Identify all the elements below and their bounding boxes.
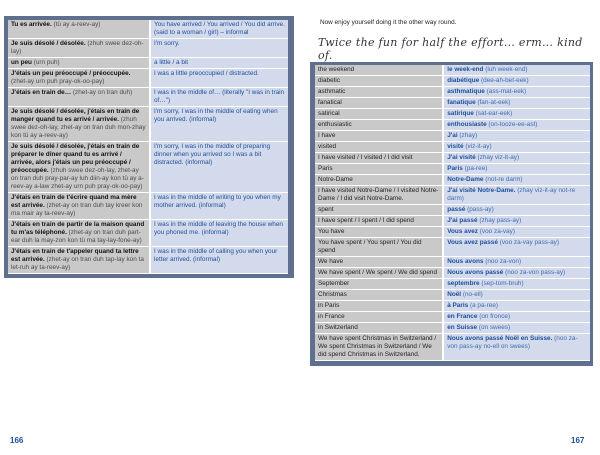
french-cell <box>443 334 590 361</box>
english-cell <box>150 69 288 88</box>
french-translation: J'ai visité <box>447 154 476 161</box>
english-translation: a little / a bit <box>153 59 189 66</box>
pronunciation: (viz-it-ay) <box>465 143 492 150</box>
french-translation: Paris <box>447 165 463 172</box>
table-row <box>315 109 590 120</box>
english-phrase: in France <box>318 313 345 320</box>
pronunciation: (tü ay a-reev-ay) <box>53 21 101 28</box>
table-row <box>315 216 590 227</box>
french-translation: le week-end <box>447 66 484 73</box>
french-translation: J'ai <box>447 132 458 139</box>
english-cell <box>150 220 288 247</box>
table-row <box>315 164 590 175</box>
english-cell <box>150 58 288 69</box>
french-phrase: J'étais en train de t'appeler quand ta lettre est arrivée. <box>11 248 139 263</box>
pronunciation: (zhuh swee dez-oh-lay) <box>11 40 144 55</box>
table-row <box>315 301 590 312</box>
english-translation: I was in the middle of… (literally "I was in train of…") <box>153 89 285 104</box>
english-cell <box>315 216 443 227</box>
french-cell <box>8 220 150 247</box>
english-cell <box>315 98 443 109</box>
english-phrase: Paris <box>318 165 333 172</box>
french-translation: en France <box>447 313 478 320</box>
french-cell <box>443 87 590 98</box>
french-translation: Vous avez <box>447 228 479 235</box>
table-row <box>8 88 288 107</box>
french-cell <box>8 39 150 58</box>
french-translation: Nous avons passé Noël en Suisse. <box>447 335 553 342</box>
french-cell <box>443 164 590 175</box>
pronunciation: (on fronce) <box>479 313 511 320</box>
french-phrase: Je suis désolé / désolée, j'étais en train de préparer le dîner quand tu es arrivé / arrivée, alors j'étais un peu préoccupé / préoccupée. <box>11 143 140 174</box>
pronunciation: (luh week-end) <box>485 66 528 73</box>
pronunciation: (no-ell) <box>462 291 483 298</box>
table-row <box>8 142 288 193</box>
french-cell <box>443 205 590 216</box>
english-cell <box>315 87 443 98</box>
french-translation: Noël <box>447 291 462 298</box>
english-translation: I'm sorry, I was in the middle of preparing dinner when you arrived so I was a bit distracted. (informal) <box>153 143 271 166</box>
french-cell <box>443 290 590 301</box>
french-translation: Nous avons passé <box>447 269 504 276</box>
table-row <box>8 107 288 142</box>
english-cell <box>150 193 288 220</box>
english-phrase: in Switzerland <box>318 324 358 331</box>
pronunciation: (voo za-vay pass-ay) <box>499 239 559 246</box>
english-translation: I was in the middle of calling you when your letter arrived. (informal) <box>153 248 278 263</box>
table-row <box>8 39 288 58</box>
page-number-left: 166 <box>10 436 24 445</box>
section-heading: Twice the fun for half the effort… erm… kind of. <box>318 36 583 62</box>
french-cell <box>8 107 150 142</box>
french-translation: Vous avez passé <box>447 239 498 246</box>
french-phrase: un peu <box>11 59 32 66</box>
english-cell <box>150 20 288 39</box>
pronunciation: (pass-ay) <box>467 206 494 213</box>
pronunciation: (zhet-ay on tran duh tap-lay kon ta let-ruh ay ta-reev-ay) <box>11 256 144 271</box>
table-row <box>315 87 590 98</box>
pronunciation: (fan-at-eek) <box>477 99 511 106</box>
english-phrase: I have visited Notre-Dame / I visited Notre-Dame / I did visit Notre-Dame. <box>318 187 439 202</box>
english-phrase: I have visited / I visited / I did visit <box>318 154 413 161</box>
english-cell <box>315 76 443 87</box>
table-row <box>315 268 590 279</box>
english-phrase: the weekend <box>318 66 355 73</box>
pronunciation: (on-tooze-ee-ast) <box>488 121 538 128</box>
french-translation: enthousiaste <box>447 121 487 128</box>
english-phrase: fanatical <box>318 99 342 106</box>
table-row <box>315 153 590 164</box>
french-cell <box>443 238 590 257</box>
pronunciation: (zhay viz-it-ay not-re darm) <box>447 187 576 202</box>
table-row <box>315 65 590 76</box>
english-phrase: Christmas <box>318 291 347 298</box>
french-phrase: J'étais en train de t'écrire quand ma mère est arrivée. <box>11 194 137 209</box>
table-row <box>8 247 288 274</box>
english-cell <box>150 142 288 193</box>
english-translation: You have arrived / You arrived / You did arrive. (said to a woman / girl) – informal <box>153 21 285 36</box>
pronunciation: (ass-mat-eek) <box>486 88 527 95</box>
table-row <box>315 334 590 361</box>
english-cell <box>150 88 288 107</box>
french-translation: fanatique <box>447 99 476 106</box>
french-cell <box>443 142 590 153</box>
french-phrase: Je suis désolé / désolée, j'étais en train de manger quand tu es arrivé / arrivée. <box>11 108 140 123</box>
french-cell <box>8 247 150 274</box>
pronunciation: (zhet-ay on tran duh) <box>72 89 133 96</box>
french-translation: à Paris <box>447 302 469 309</box>
english-translation: I'm sorry, I was in the middle of eating when you arrived. (informal) <box>153 108 278 123</box>
english-phrase: We have spent Christmas in Switzerland / We spent Christmas in Switzerland / We did spend Christmas in Switzerland. <box>318 335 437 358</box>
english-phrase: You have spent / You spent / You did spend <box>318 239 422 254</box>
french-cell <box>443 257 590 268</box>
english-cell <box>315 323 443 334</box>
english-phrase: You have <box>318 228 345 235</box>
english-cell <box>150 107 288 142</box>
french-cell <box>443 323 590 334</box>
english-phrase: I have spent / I spent / I did spend <box>318 217 414 224</box>
pronunciation: (noo za-von pass-ay no-ell on swees) <box>447 335 578 350</box>
table-row <box>8 69 288 88</box>
french-cell <box>443 175 590 186</box>
vocab-table-left <box>8 20 288 274</box>
table-row <box>315 76 590 87</box>
english-phrase: I have <box>318 132 336 139</box>
pronunciation: (zhet-ay urn puh pray-ok-oo-pay) <box>11 78 105 85</box>
english-phrase: We have spent / We spent / We did spend <box>318 269 438 276</box>
french-cell <box>443 312 590 323</box>
table-row <box>315 175 590 186</box>
table-row <box>315 257 590 268</box>
table-row <box>315 131 590 142</box>
french-cell <box>443 301 590 312</box>
pronunciation: (zhuh swee dez-oh-lay, zhet-ay on tran duh mon-zhay kon tü ay a-reev-ay) <box>11 116 146 139</box>
french-cell <box>443 216 590 227</box>
pronunciation: (noo za-von pass-ay) <box>505 269 566 276</box>
english-phrase: asthmatic <box>318 88 346 95</box>
table-row <box>315 186 590 205</box>
table-row <box>315 98 590 109</box>
french-translation: satirique <box>447 110 474 117</box>
english-translation: I was in the middle of leaving the house when you phoned me. (informal) <box>153 221 283 236</box>
french-translation: diabétique <box>447 77 480 84</box>
table-row <box>315 205 590 216</box>
intro-text: Now enjoy yourself doing it the other way round. <box>320 19 457 26</box>
english-cell <box>315 153 443 164</box>
table-row <box>315 238 590 257</box>
french-phrase: J'étais un peu préoccupé / préoccupée. <box>11 70 131 77</box>
table-row <box>315 312 590 323</box>
table-row <box>315 290 590 301</box>
english-cell <box>315 109 443 120</box>
pronunciation: (zhet-ay on tran duh part-ear duh la may-zon kon tü ma tay-lay-fone-ay) <box>11 229 142 244</box>
pronunciation: (pa-ree) <box>464 165 488 172</box>
french-translation: J'ai visité Notre-Dame. <box>447 187 516 194</box>
french-cell <box>443 268 590 279</box>
french-cell <box>443 76 590 87</box>
english-cell <box>150 39 288 58</box>
english-phrase: in Paris <box>318 302 340 309</box>
english-cell <box>315 65 443 76</box>
french-phrase: Tu es arrivée. <box>11 21 52 28</box>
english-cell <box>315 186 443 205</box>
french-translation: Nous avons <box>447 258 484 265</box>
english-cell <box>315 290 443 301</box>
table-row <box>8 220 288 247</box>
english-phrase: visited <box>318 143 337 150</box>
english-phrase: enthusiastic <box>318 121 352 128</box>
english-phrase: satirical <box>318 110 340 117</box>
french-translation: septembre <box>447 280 480 287</box>
pronunciation: (zhay pass-ay) <box>479 217 522 224</box>
english-cell <box>315 142 443 153</box>
english-phrase: spent <box>318 206 334 213</box>
french-translation: en Suisse <box>447 324 478 331</box>
french-cell <box>443 98 590 109</box>
english-cell <box>315 268 443 279</box>
french-cell <box>443 279 590 290</box>
french-cell <box>8 88 150 107</box>
english-cell <box>315 227 443 238</box>
french-phrase: J'étais en train de… <box>11 89 72 96</box>
table-row <box>315 227 590 238</box>
french-cell <box>443 227 590 238</box>
english-translation: I was a little preoccupied / distracted. <box>153 70 259 77</box>
page-number-right: 167 <box>571 436 585 445</box>
table-row <box>8 58 288 69</box>
vocab-table-right <box>315 65 590 361</box>
english-cell <box>315 131 443 142</box>
table-row <box>315 120 590 131</box>
english-cell <box>315 279 443 290</box>
english-translation: I was in the middle of writing to you when my mother arrived. (informal) <box>153 194 281 209</box>
pronunciation: (not-re darm) <box>485 176 523 183</box>
pronunciation: (voo za-vay) <box>479 228 515 235</box>
english-cell <box>315 334 443 361</box>
english-cell <box>150 247 288 274</box>
french-phrase: Je suis désolé / désolée. <box>11 40 86 47</box>
english-phrase: September <box>318 280 350 287</box>
pronunciation: (zhet-ay on tran duh tay kreer kon ma mair ay ta-reev-ay) <box>11 202 143 217</box>
french-translation: passé <box>447 206 466 213</box>
english-cell <box>315 205 443 216</box>
pronunciation: (a pa-ree) <box>469 302 499 309</box>
pronunciation: (sep-tom-bruh) <box>481 280 524 287</box>
pronunciation: (zhay viz-it-ay) <box>477 154 520 161</box>
french-cell <box>443 65 590 76</box>
french-cell <box>8 69 150 88</box>
table-row <box>315 142 590 153</box>
french-cell <box>443 120 590 131</box>
french-cell <box>8 58 150 69</box>
english-phrase: diabetic <box>318 77 341 84</box>
french-translation: Notre-Dame <box>447 176 484 183</box>
pronunciation: (zhuh swee dez-oh-lay, zhet-ay on tran duh pray-par-ay luh diin-ay kon tü ay a-reev-ay a-law zhet-ay urn puh pray-ok-oo-pay) <box>11 167 144 190</box>
french-cell <box>443 131 590 142</box>
english-cell <box>315 301 443 312</box>
table-row <box>315 279 590 290</box>
french-cell <box>8 142 150 193</box>
french-cell <box>443 186 590 205</box>
pronunciation: (on swees) <box>478 324 511 331</box>
english-cell <box>315 257 443 268</box>
english-cell <box>315 120 443 131</box>
french-translation: visité <box>447 143 464 150</box>
english-cell <box>315 175 443 186</box>
english-cell <box>315 164 443 175</box>
right-page <box>300 0 600 455</box>
table-row <box>8 20 288 39</box>
french-cell <box>8 193 150 220</box>
french-translation: asthmatique <box>447 88 485 95</box>
english-phrase: Notre-Dame <box>318 176 353 183</box>
pronunciation: (noo za-von) <box>485 258 522 265</box>
pronunciation: (sat-ear-eek) <box>475 110 513 117</box>
french-phrase: J'étais en train de partir de la maison quand tu m'as téléphoné. <box>11 221 145 236</box>
english-cell <box>315 238 443 257</box>
french-cell <box>443 109 590 120</box>
english-translation: I'm sorry. <box>153 40 180 47</box>
table-row <box>8 193 288 220</box>
pronunciation: (dee-ah-bet-eek) <box>480 77 529 84</box>
french-cell <box>8 20 150 39</box>
english-cell <box>315 312 443 323</box>
pronunciation: (zhay) <box>459 132 478 139</box>
french-cell <box>443 153 590 164</box>
pronunciation: (urn puh) <box>33 59 60 66</box>
french-translation: J'ai passé <box>447 217 478 224</box>
english-phrase: We have <box>318 258 344 265</box>
table-row <box>315 323 590 334</box>
